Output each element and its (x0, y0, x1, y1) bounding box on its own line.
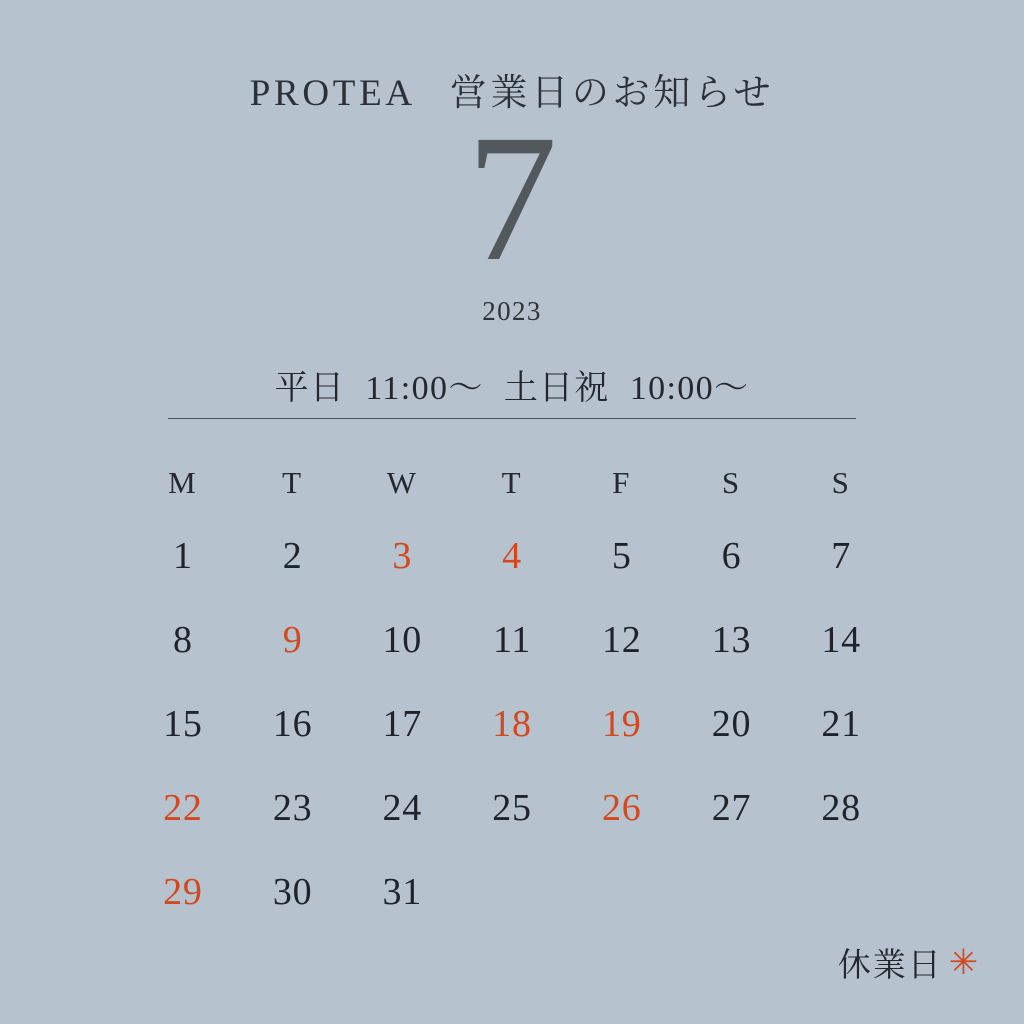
day-cell: 9 (282, 619, 303, 661)
day-cell: 5 (611, 535, 632, 577)
asterisk-icon: ✳ (948, 943, 980, 982)
day-cell: 15 (163, 703, 203, 745)
day-cell: 17 (382, 703, 423, 745)
calendar-week-row (128, 682, 896, 766)
weekday-header-row (128, 452, 896, 514)
day-cell: 1 (172, 535, 193, 577)
day-cell: 14 (821, 619, 861, 661)
weekday-header-mon: M (168, 465, 198, 500)
day-cell: 21 (821, 703, 861, 745)
day-cell: 13 (711, 619, 752, 661)
day-cell: 2 (282, 535, 303, 577)
day-cell: 11 (492, 619, 532, 661)
day-cell: 12 (601, 619, 642, 661)
day-cell: 19 (601, 703, 642, 745)
day-cell: 8 (172, 619, 193, 661)
day-cell-empty (567, 850, 677, 934)
business-hours (0, 360, 1024, 409)
weekday-hours-time: 11:00〜 (365, 370, 484, 407)
calendar-week-row (128, 850, 896, 934)
legend-label: 休業日 (837, 948, 943, 984)
day-cell: 24 (382, 787, 423, 829)
legend (838, 939, 980, 986)
day-cell: 18 (492, 703, 532, 745)
day-cell: 22 (163, 787, 203, 829)
day-cell: 23 (272, 787, 313, 829)
calendar-grid (128, 452, 896, 934)
weekday-header-sun: S (831, 465, 851, 500)
calendar-week-row (128, 514, 896, 598)
weekday-header-tue: T (282, 465, 303, 500)
day-cell: 28 (821, 787, 861, 829)
year-label: 2023 (482, 296, 542, 326)
day-cell: 10 (382, 619, 423, 661)
brand-name: PROTEA (249, 73, 416, 114)
weekend-hours-label: 土日祝 (503, 370, 610, 407)
day-cell: 4 (502, 535, 522, 577)
weekday-header-sat: S (721, 465, 741, 500)
month-number: 7 (466, 98, 558, 299)
weekday-header-thu: T (501, 465, 523, 500)
day-cell-empty (457, 850, 567, 934)
day-cell: 20 (711, 703, 752, 745)
day-cell: 27 (711, 787, 752, 829)
day-cell-empty (677, 850, 787, 934)
notice-text: 営業日のお知らせ (449, 73, 775, 114)
day-cell-empty (786, 850, 896, 934)
weekday-header-fri: F (612, 465, 632, 500)
day-cell: 26 (601, 787, 642, 829)
day-cell: 6 (721, 535, 742, 577)
weekend-hours-time: 10:00〜 (629, 370, 750, 407)
day-cell: 25 (492, 787, 532, 829)
day-cell: 30 (272, 871, 313, 913)
weekday-hours-label: 平日 (274, 370, 346, 407)
divider (168, 418, 856, 419)
day-cell: 3 (392, 535, 413, 577)
weekday-header-wed: W (386, 465, 418, 500)
day-cell: 7 (831, 535, 852, 577)
day-cell: 31 (382, 871, 423, 913)
day-cell: 16 (272, 703, 313, 745)
day-cell: 29 (163, 871, 203, 913)
calendar-week-row (128, 598, 896, 682)
calendar-week-row (128, 766, 896, 850)
